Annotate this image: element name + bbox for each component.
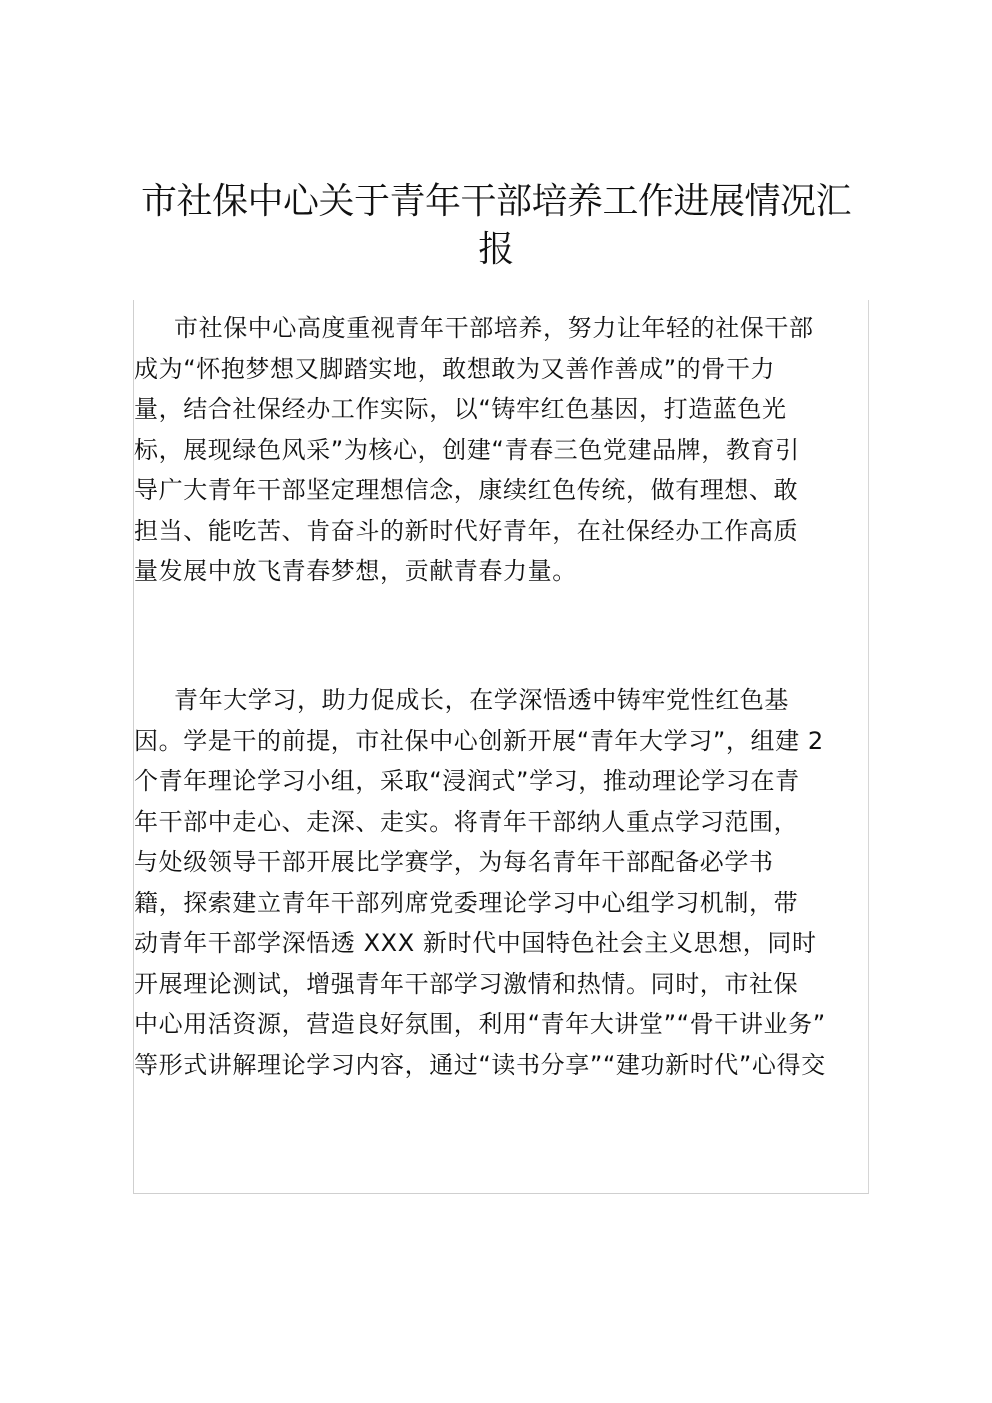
paragraph-line: 动青年干部学深悟透 XXX 新时代中国特色社会主义思想，同时 <box>134 929 817 957</box>
paragraph-line: 等形式讲解理论学习内容，通过“读书分享”“建功新时代”心得交 <box>134 1050 826 1079</box>
paragraph-line: 担当、能吃苦、肯奋斗的新时代好青年，在社保经办工作高质 <box>134 516 799 545</box>
paragraph-line: 成为“怀抱梦想又脚踏实地，敢想敢为又善作善成”的骨干力 <box>134 354 776 383</box>
paragraph-line: 导广大青年干部坚定理想信念，康续红色传统，做有理想、敢 <box>134 476 799 504</box>
paragraph-line: 量，结合社保经办工作实际，以“铸牢红色基因，打造蓝色光 <box>134 395 787 423</box>
paragraph-1 <box>134 308 870 592</box>
paragraph-line: 开展理论测试，增强青年干部学习激情和热情。同时，市社保 <box>134 969 799 998</box>
paragraph-line: 标，展现绿色风采”为核心，创建“青春三色党建品牌，教育引 <box>134 435 800 464</box>
paragraph-line: 量发展中放飞青春梦想，贡献青春力量。 <box>134 557 577 585</box>
paragraph-line: 个青年理论学习小组，采取“浸润式”学习，推动理论学习在青 <box>134 767 800 795</box>
document-title-line-2: 报 <box>478 229 514 270</box>
document-title-line-1: 市社保中心关于青年干部培养工作进展情况汇 <box>140 181 851 222</box>
document-title <box>0 178 992 274</box>
paragraph-line: 因。学是干的前提，市社保中心创新开展“青年大学习”，组建 2 <box>134 726 824 755</box>
paragraph-line: 青年大学习，助力促成长，在学深悟透中铸牢党性红色基 <box>174 686 789 714</box>
paragraph-line: 年干部中走心、走深、走实。将青年干部纳人重点学习范围， <box>134 807 799 836</box>
paragraph-2 <box>134 680 870 1085</box>
paragraph-line: 与处级领导干部开展比学赛学，为每名青年干部配备必学书 <box>134 848 774 876</box>
document-body <box>133 300 869 1194</box>
paragraph-line: 市社保中心高度重视青年干部培养，努力让年轻的社保干部 <box>174 314 814 342</box>
paragraph-line: 籍，探索建立青年干部列席党委理论学习中心组学习机制，带 <box>134 888 799 917</box>
paragraph-line: 中心用活资源，营造良好氛围，利用“青年大讲堂”“骨干讲业务” <box>134 1010 826 1038</box>
